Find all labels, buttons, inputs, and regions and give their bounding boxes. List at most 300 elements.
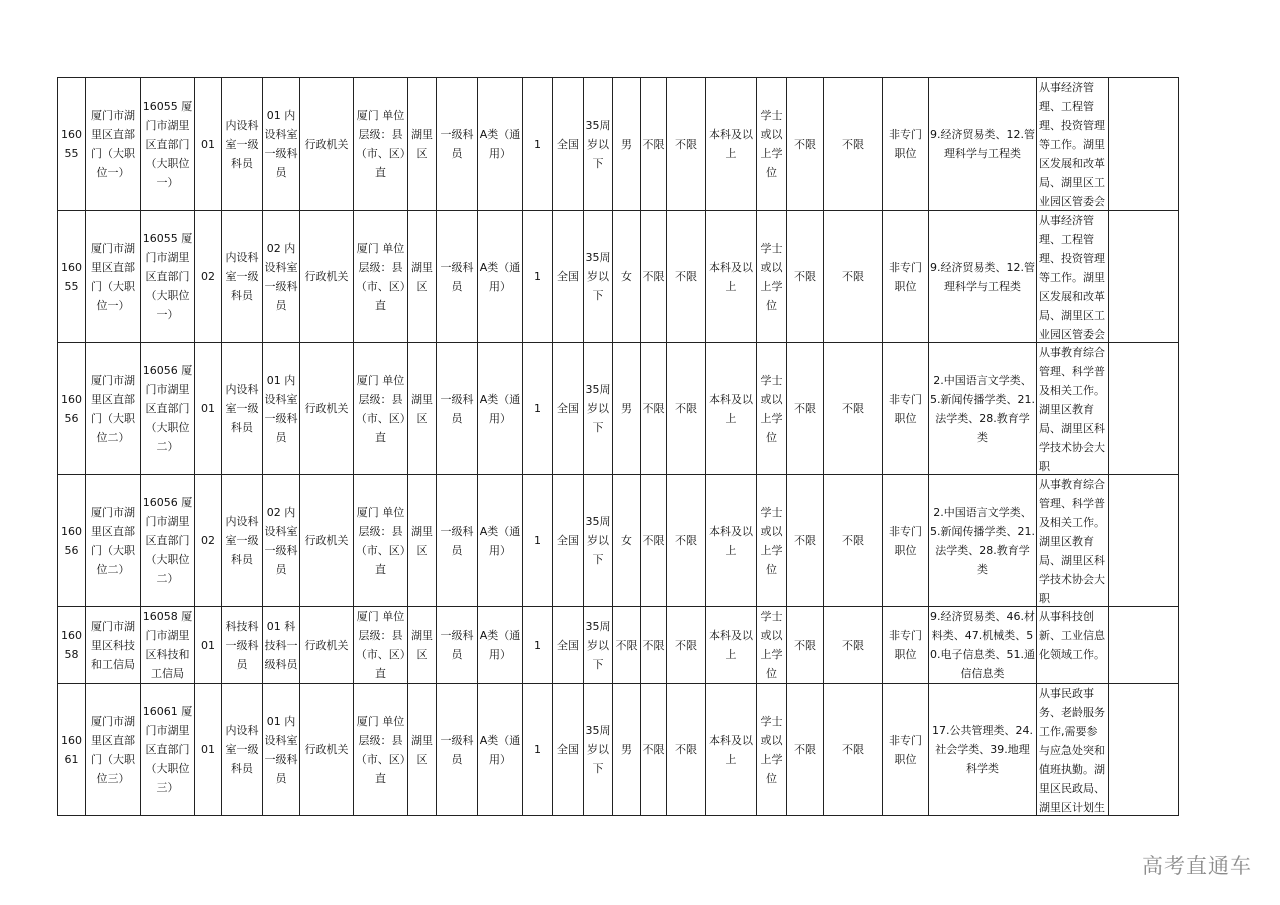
- level-text: 厦门 单位层级：县（市、区）直: [355, 505, 406, 576]
- gender-text: 女: [621, 534, 632, 547]
- age-cell: [584, 475, 613, 607]
- degree-cell: [757, 78, 787, 211]
- post-full-cell: [263, 211, 300, 343]
- post-type-cell: [883, 684, 929, 816]
- requirement-4-text: 不限: [842, 534, 864, 547]
- unit-code-cell: [58, 607, 86, 684]
- majors-cell: [929, 475, 1037, 607]
- org-text: 16056 厦门市湖里区直部门（大职位二）: [142, 364, 193, 453]
- table-row: [58, 475, 1179, 607]
- post-type-cell: [883, 343, 929, 475]
- gender-text: 女: [621, 270, 632, 283]
- category-text: A类（通用）: [479, 392, 521, 425]
- majors-text: 9.经济贸易类、46.材料类、47.机械类、50.电子信息类、51.通信信息类: [930, 610, 1035, 680]
- district-cell: [408, 211, 437, 343]
- scope-text: 全国: [557, 638, 579, 652]
- district-cell: [408, 78, 437, 211]
- majors-text: 2.中国语言文学类、5.新闻传播学类、21.法学类、28.教育学类: [930, 505, 1035, 576]
- org-type-cell: [300, 78, 354, 211]
- requirement-1-cell: [641, 78, 667, 211]
- age-cell: [584, 78, 613, 211]
- education-cell: [706, 78, 757, 211]
- org-text: 16055 厦门市湖里区直部门（大职位一）: [142, 232, 193, 321]
- unit-name-text: 厦门市湖里区直部门（大职位一）: [91, 109, 135, 179]
- rank-text: 一级科员: [440, 392, 474, 425]
- category-text: A类（通用）: [479, 128, 521, 160]
- duties-text: 从事教育综合管理、科学普及相关工作。湖里区教育局、湖里区科学技术协会大职: [1039, 478, 1105, 605]
- scope-text: 全国: [557, 137, 579, 151]
- scope-cell: [553, 684, 584, 816]
- age-cell: [584, 607, 613, 684]
- age-text: 35周岁以下: [585, 724, 611, 775]
- duties-text: 从事教育综合管理、科学普及相关工作。湖里区教育局、湖里区科学技术协会大职: [1039, 346, 1105, 473]
- post-code-cell: [195, 607, 222, 684]
- education-cell: [706, 343, 757, 475]
- org-cell: [141, 475, 195, 607]
- duties-cell: [1037, 78, 1109, 211]
- level-cell: [354, 343, 408, 475]
- org-type-cell: [300, 684, 354, 816]
- unit-name-cell: [86, 684, 141, 816]
- empty-cell: [1109, 684, 1179, 816]
- gender-text: 男: [621, 743, 632, 756]
- degree-text: 学士或以上学位: [760, 610, 783, 680]
- level-cell: [354, 475, 408, 607]
- requirement-3-text: 不限: [794, 402, 816, 415]
- category-text: A类（通用）: [479, 629, 521, 661]
- requirement-4-cell: [824, 684, 883, 816]
- requirement-1-cell: [641, 607, 667, 684]
- post-full-text: 01 科技科一级科员: [264, 619, 298, 671]
- district-text: 湖里区: [411, 733, 433, 766]
- post-code-cell: [195, 211, 222, 343]
- org-cell: [141, 684, 195, 816]
- requirement-3-cell: [787, 211, 824, 343]
- post-name-cell: [222, 78, 263, 211]
- unit-code-cell: [58, 211, 86, 343]
- majors-cell: [929, 607, 1037, 684]
- empty-cell: [1109, 78, 1179, 211]
- post-type-text: 非专门职位: [889, 733, 922, 766]
- requirement-1-cell: [641, 684, 667, 816]
- age-cell: [584, 343, 613, 475]
- requirement-3-text: 不限: [794, 743, 816, 756]
- unit-name-text: 厦门市湖里区直部门（大职位三）: [91, 714, 135, 785]
- unit-code-text: 16056: [61, 524, 82, 557]
- degree-text: 学士或以上学位: [760, 505, 783, 576]
- unit-code-cell: [58, 684, 86, 816]
- unit-code-text: 16055: [61, 128, 82, 160]
- majors-text: 17.公共管理类、24.社会学类、39.地理科学类: [932, 724, 1033, 775]
- requirement-3-text: 不限: [794, 638, 816, 652]
- requirement-4-cell: [824, 607, 883, 684]
- post-name-cell: [222, 211, 263, 343]
- rank-text: 一级科员: [440, 733, 474, 766]
- post-full-text: 01 内设科室一级科员: [264, 714, 298, 785]
- post-full-cell: [263, 607, 300, 684]
- district-cell: [408, 475, 437, 607]
- org-type-cell: [300, 211, 354, 343]
- level-cell: [354, 211, 408, 343]
- unit-code-cell: [58, 475, 86, 607]
- duties-text: 从事经济管理、工程管理、投资管理等工作。湖里区发展和改革局、湖里区工业园区管委会: [1039, 81, 1105, 208]
- post-full-cell: [263, 684, 300, 816]
- requirement-3-text: 不限: [794, 137, 816, 151]
- degree-cell: [757, 607, 787, 684]
- count-text: 1: [534, 743, 541, 756]
- requirement-2-cell: [667, 684, 706, 816]
- level-cell: [354, 684, 408, 816]
- post-full-cell: [263, 475, 300, 607]
- category-cell: [478, 343, 523, 475]
- table-row: [58, 607, 1179, 684]
- majors-cell: [929, 684, 1037, 816]
- age-text: 35周岁以下: [585, 619, 611, 671]
- post-code-text: 02: [201, 534, 215, 547]
- post-type-cell: [883, 78, 929, 211]
- requirement-3-cell: [787, 607, 824, 684]
- requirement-4-text: 不限: [842, 743, 864, 756]
- requirement-1-text: 不限: [642, 270, 665, 283]
- district-cell: [408, 343, 437, 475]
- post-type-text: 非专门职位: [889, 524, 922, 557]
- degree-text: 学士或以上学位: [760, 373, 783, 444]
- unit-name-text: 厦门市湖里区科技和工信局: [91, 619, 135, 671]
- requirement-2-cell: [667, 343, 706, 475]
- table-row: [58, 343, 1179, 475]
- rank-cell: [437, 475, 478, 607]
- scope-cell: [553, 607, 584, 684]
- degree-cell: [757, 475, 787, 607]
- unit-code-text: 16061: [61, 733, 82, 766]
- gender-cell: [613, 78, 641, 211]
- count-cell: [523, 343, 553, 475]
- gender-cell: [613, 343, 641, 475]
- majors-cell: [929, 211, 1037, 343]
- gender-cell: [613, 211, 641, 343]
- count-text: 1: [534, 534, 541, 547]
- requirement-4-cell: [824, 78, 883, 211]
- count-text: 1: [534, 270, 541, 283]
- district-text: 湖里区: [411, 260, 433, 293]
- org-cell: [141, 211, 195, 343]
- rank-cell: [437, 607, 478, 684]
- post-full-text: 01 内设科室一级科员: [264, 373, 298, 444]
- degree-text: 学士或以上学位: [760, 714, 783, 785]
- rank-text: 一级科员: [440, 260, 474, 293]
- requirement-1-cell: [641, 475, 667, 607]
- unit-name-text: 厦门市湖里区直部门（大职位二）: [91, 505, 135, 576]
- post-type-text: 非专门职位: [889, 392, 922, 425]
- count-cell: [523, 78, 553, 211]
- unit-code-text: 16056: [61, 392, 82, 425]
- table-row: [58, 211, 1179, 343]
- gender-text: 男: [621, 137, 632, 151]
- unit-name-cell: [86, 211, 141, 343]
- post-full-cell: [263, 343, 300, 475]
- post-type-text: 非专门职位: [889, 128, 922, 160]
- category-cell: [478, 607, 523, 684]
- requirement-3-cell: [787, 78, 824, 211]
- post-type-cell: [883, 211, 929, 343]
- post-type-cell: [883, 607, 929, 684]
- org-text: 16055 厦门市湖里区直部门（大职位一）: [142, 99, 193, 189]
- unit-name-cell: [86, 475, 141, 607]
- gender-cell: [613, 475, 641, 607]
- post-type-text: 非专门职位: [889, 260, 922, 293]
- empty-cell: [1109, 607, 1179, 684]
- district-text: 湖里区: [411, 128, 433, 160]
- empty-cell: [1109, 343, 1179, 475]
- scope-cell: [553, 211, 584, 343]
- org-type-text: 行政机关: [304, 402, 349, 415]
- education-text: 本科及以上: [709, 260, 753, 293]
- level-cell: [354, 607, 408, 684]
- gender-cell: [613, 684, 641, 816]
- count-text: 1: [534, 137, 541, 151]
- post-full-text: 02 内设科室一级科员: [264, 505, 298, 576]
- post-type-text: 非专门职位: [889, 629, 922, 661]
- rank-cell: [437, 78, 478, 211]
- rank-text: 一级科员: [440, 629, 474, 661]
- education-text: 本科及以上: [709, 733, 753, 766]
- requirement-1-text: 不限: [642, 534, 665, 547]
- degree-cell: [757, 343, 787, 475]
- post-code-cell: [195, 684, 222, 816]
- post-full-cell: [263, 78, 300, 211]
- education-cell: [706, 607, 757, 684]
- majors-cell: [929, 78, 1037, 211]
- level-text: 厦门 单位层级：县（市、区）直: [355, 109, 406, 179]
- requirement-2-text: 不限: [675, 402, 697, 415]
- district-cell: [408, 684, 437, 816]
- duties-cell: [1037, 211, 1109, 343]
- duties-cell: [1037, 343, 1109, 475]
- degree-cell: [757, 211, 787, 343]
- requirement-1-text: 不限: [642, 402, 665, 415]
- unit-name-cell: [86, 343, 141, 475]
- org-text: 16061 厦门市湖里区直部门（大职位三）: [142, 705, 193, 794]
- age-text: 35周岁以下: [585, 383, 611, 434]
- requirement-3-text: 不限: [794, 270, 816, 283]
- requirement-3-cell: [787, 684, 824, 816]
- education-text: 本科及以上: [709, 524, 753, 557]
- degree-cell: [757, 684, 787, 816]
- requirement-3-cell: [787, 343, 824, 475]
- requirement-1-text: 不限: [642, 743, 665, 756]
- count-cell: [523, 607, 553, 684]
- degree-text: 学士或以上学位: [760, 109, 783, 179]
- post-name-text: 内设科室一级科员: [225, 515, 259, 566]
- post-name-cell: [222, 607, 263, 684]
- empty-cell: [1109, 211, 1179, 343]
- post-name-cell: [222, 475, 263, 607]
- org-type-text: 行政机关: [304, 743, 349, 756]
- post-code-text: 01: [201, 137, 215, 151]
- scope-cell: [553, 475, 584, 607]
- requirement-4-cell: [824, 343, 883, 475]
- level-text: 厦门 单位层级：县（市、区）直: [355, 610, 406, 680]
- post-code-text: 01: [201, 743, 215, 756]
- requirement-2-cell: [667, 475, 706, 607]
- education-text: 本科及以上: [709, 128, 753, 160]
- age-text: 35周岁以下: [585, 515, 611, 566]
- requirement-2-text: 不限: [675, 137, 697, 151]
- age-text: 35周岁以下: [585, 118, 611, 170]
- duties-cell: [1037, 607, 1109, 684]
- unit-code-text: 16055: [61, 260, 82, 293]
- requirement-1-cell: [641, 211, 667, 343]
- post-name-cell: [222, 684, 263, 816]
- post-type-cell: [883, 475, 929, 607]
- requirement-1-text: 不限: [642, 638, 665, 652]
- post-name-text: 科技科一级科员: [225, 619, 259, 671]
- post-code-text: 01: [201, 402, 215, 415]
- gender-cell: [613, 607, 641, 684]
- duties-cell: [1037, 684, 1109, 816]
- post-name-text: 内设科室一级科员: [225, 251, 259, 302]
- count-cell: [523, 684, 553, 816]
- majors-text: 9.经济贸易类、12.管理科学与工程类: [930, 128, 1035, 160]
- majors-text: 9.经济贸易类、12.管理科学与工程类: [930, 260, 1035, 293]
- duties-cell: [1037, 475, 1109, 607]
- category-text: A类（通用）: [479, 260, 521, 293]
- scope-cell: [553, 343, 584, 475]
- district-text: 湖里区: [411, 524, 433, 557]
- requirement-4-cell: [824, 475, 883, 607]
- education-text: 本科及以上: [709, 629, 753, 661]
- category-cell: [478, 684, 523, 816]
- age-cell: [584, 684, 613, 816]
- count-text: 1: [534, 402, 541, 415]
- post-code-cell: [195, 475, 222, 607]
- table-row: [58, 78, 1179, 211]
- category-cell: [478, 78, 523, 211]
- rank-cell: [437, 684, 478, 816]
- category-cell: [478, 475, 523, 607]
- category-text: A类（通用）: [479, 733, 521, 766]
- unit-code-cell: [58, 343, 86, 475]
- unit-name-cell: [86, 78, 141, 211]
- org-cell: [141, 343, 195, 475]
- post-name-text: 内设科室一级科员: [225, 383, 259, 434]
- requirement-2-cell: [667, 78, 706, 211]
- age-cell: [584, 211, 613, 343]
- degree-text: 学士或以上学位: [760, 241, 783, 312]
- org-cell: [141, 607, 195, 684]
- scope-cell: [553, 78, 584, 211]
- category-text: A类（通用）: [479, 524, 521, 557]
- org-type-text: 行政机关: [304, 638, 349, 652]
- org-type-cell: [300, 607, 354, 684]
- level-text: 厦门 单位层级：县（市、区）直: [355, 714, 406, 785]
- post-full-text: 02 内设科室一级科员: [264, 241, 298, 312]
- level-text: 厦门 单位层级：县（市、区）直: [355, 373, 406, 444]
- requirement-2-text: 不限: [675, 638, 697, 652]
- requirement-2-text: 不限: [675, 270, 697, 283]
- requirement-4-text: 不限: [842, 638, 864, 652]
- post-code-cell: [195, 343, 222, 475]
- majors-text: 2.中国语言文学类、5.新闻传播学类、21.法学类、28.教育学类: [930, 373, 1035, 444]
- table-row: [58, 684, 1179, 816]
- duties-text: 从事民政事务、老龄服务工作,需要参与应急处突和值班执勤。湖里区民政局、湖里区计划生: [1039, 687, 1105, 814]
- unit-name-text: 厦门市湖里区直部门（大职位一）: [91, 241, 135, 312]
- level-cell: [354, 78, 408, 211]
- scope-text: 全国: [557, 743, 579, 756]
- count-cell: [523, 475, 553, 607]
- org-text: 16056 厦门市湖里区直部门（大职位二）: [142, 496, 193, 585]
- education-cell: [706, 475, 757, 607]
- duties-text: 从事科技创新、工业信息化领域工作。: [1039, 610, 1105, 661]
- education-cell: [706, 211, 757, 343]
- district-text: 湖里区: [411, 629, 433, 661]
- org-type-cell: [300, 475, 354, 607]
- unit-name-cell: [86, 607, 141, 684]
- district-cell: [408, 607, 437, 684]
- requirement-2-cell: [667, 211, 706, 343]
- rank-text: 一级科员: [440, 128, 474, 160]
- level-text: 厦门 单位层级：县（市、区）直: [355, 241, 406, 312]
- post-full-text: 01 内设科室一级科员: [264, 109, 298, 179]
- table-body: [58, 78, 1179, 816]
- post-code-cell: [195, 78, 222, 211]
- rank-cell: [437, 343, 478, 475]
- requirement-1-cell: [641, 343, 667, 475]
- empty-cell: [1109, 475, 1179, 607]
- age-text: 35周岁以下: [585, 251, 611, 302]
- post-name-text: 内设科室一级科员: [225, 118, 259, 170]
- requirement-3-text: 不限: [794, 534, 816, 547]
- requirement-4-cell: [824, 211, 883, 343]
- requirement-2-text: 不限: [675, 534, 697, 547]
- count-text: 1: [534, 638, 541, 652]
- duties-text: 从事经济管理、工程管理、投资管理等工作。湖里区发展和改革局、湖里区工业园区管委会: [1039, 214, 1105, 341]
- org-type-text: 行政机关: [304, 137, 349, 151]
- org-text: 16058 厦门市湖里区科技和工信局: [142, 610, 193, 680]
- requirement-1-text: 不限: [642, 137, 665, 151]
- requirement-2-text: 不限: [675, 743, 697, 756]
- gender-text: 不限: [615, 638, 638, 652]
- watermark-text: 高考直通车: [1142, 854, 1252, 878]
- requirement-2-cell: [667, 607, 706, 684]
- unit-code-cell: [58, 78, 86, 211]
- rank-text: 一级科员: [440, 524, 474, 557]
- scope-text: 全国: [557, 270, 579, 283]
- requirement-3-cell: [787, 475, 824, 607]
- org-type-cell: [300, 343, 354, 475]
- rank-cell: [437, 211, 478, 343]
- unit-code-text: 16058: [61, 629, 82, 661]
- post-code-text: 01: [201, 638, 215, 652]
- category-cell: [478, 211, 523, 343]
- post-code-text: 02: [201, 270, 215, 283]
- gender-text: 男: [621, 402, 632, 415]
- post-name-cell: [222, 343, 263, 475]
- requirement-4-text: 不限: [842, 270, 864, 283]
- unit-name-text: 厦门市湖里区直部门（大职位二）: [91, 373, 135, 444]
- education-text: 本科及以上: [709, 392, 753, 425]
- requirement-4-text: 不限: [842, 137, 864, 151]
- district-text: 湖里区: [411, 392, 433, 425]
- org-cell: [141, 78, 195, 211]
- job-positions-table: [57, 77, 1179, 816]
- scope-text: 全国: [557, 402, 579, 415]
- education-cell: [706, 684, 757, 816]
- org-type-text: 行政机关: [304, 534, 349, 547]
- org-type-text: 行政机关: [304, 270, 349, 283]
- scope-text: 全国: [557, 534, 579, 547]
- post-name-text: 内设科室一级科员: [225, 724, 259, 775]
